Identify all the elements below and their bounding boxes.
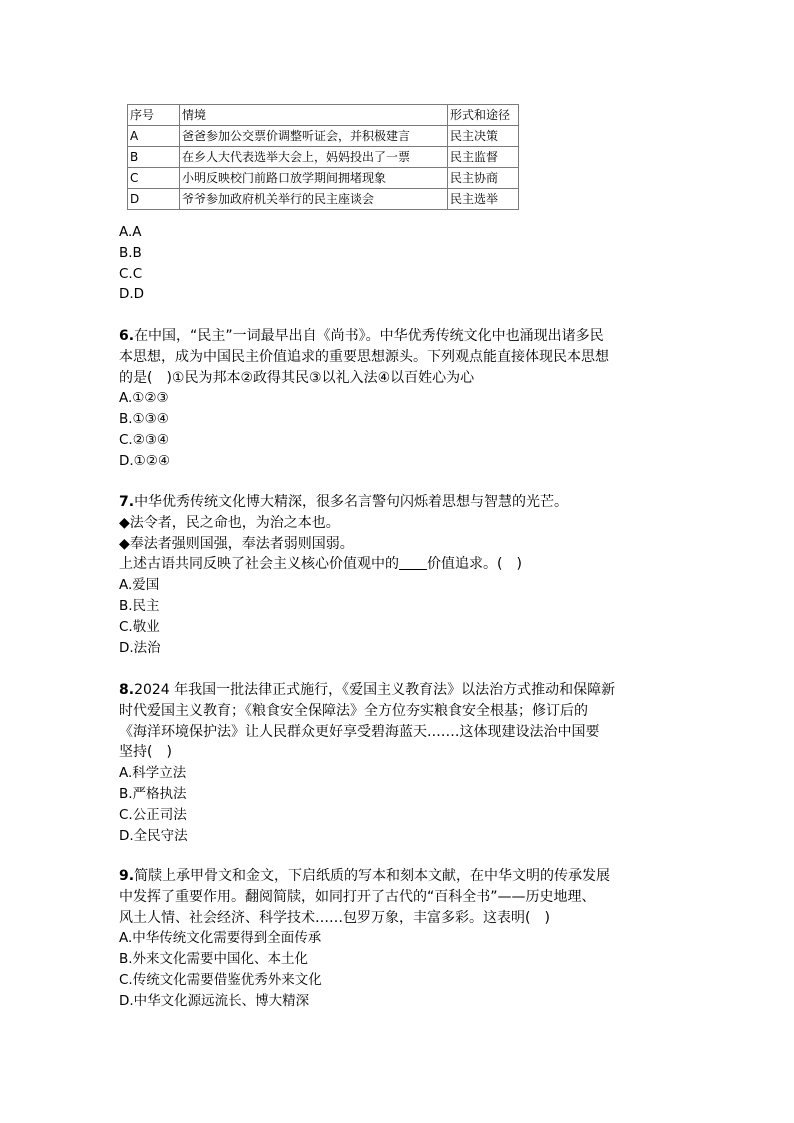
stem-text: 简牍上承甲骨文和金文，下启纸质的写本和刻本文献，在中华文明的传承发展 <box>134 868 611 884</box>
table-row <box>128 147 519 168</box>
option-c[interactable]: C.公正司法 <box>119 806 187 823</box>
option-b[interactable]: B.外来文化需要中国化、本土化 <box>119 951 309 968</box>
table-header-cell: 形式和途径 <box>448 105 519 126</box>
question-stem-line: 坚持( ) <box>119 744 172 761</box>
option-b[interactable]: B.严格执法 <box>119 785 187 802</box>
table-cell: D <box>128 189 180 210</box>
table-row <box>128 126 519 147</box>
question-stem-line <box>119 492 689 513</box>
option-d[interactable]: D.全民守法 <box>119 827 188 844</box>
table-cell: C <box>128 168 180 189</box>
table-cell: 民主协商 <box>448 168 519 189</box>
option-a[interactable]: A.中华传统文化需要得到全面传承 <box>119 930 322 947</box>
situation-table <box>127 104 519 210</box>
stem-text: 2024 年我国一批法律正式施行，《爱国主义教育法》以法治方式推动和保障新 <box>134 682 616 698</box>
option-d[interactable]: D.中华文化源远流长、博大精深 <box>119 992 310 1009</box>
quote-line: ◆法令者，民之命也，为治之本也。 <box>119 514 340 531</box>
stem-text: 上述古语共同反映了社会主义核心价值观中的 <box>119 556 399 573</box>
stem-text: 价值追求。( ) <box>427 556 522 573</box>
table-header-row <box>128 105 519 126</box>
question-stem-line <box>119 554 689 575</box>
question-stem-line: 本思想，成为中国民主价值追求的重要思想源头。下列观点能直接体现民本思想 <box>119 348 609 365</box>
question-6 <box>119 326 689 472</box>
option-c[interactable]: C.敬业 <box>119 618 160 635</box>
table-header-cell: 序号 <box>128 105 180 126</box>
option-a[interactable]: A.①②③ <box>119 390 169 407</box>
question-9 <box>119 866 719 1012</box>
question-stem-line: 时代爱国主义教育；《粮食安全保障法》全方位夯实粮食安全根基；修订后的 <box>119 702 588 719</box>
question-stem-line: 《海洋环境保护法》让人民群众更好享受碧海蓝天.……这体现建设法治中国要 <box>119 723 600 740</box>
table-cell: 在乡人大代表选举大会上，妈妈投出了一票 <box>180 147 448 168</box>
question-number: 9. <box>119 868 135 884</box>
option-c[interactable]: C.②③④ <box>119 431 170 448</box>
table-cell: 民主选举 <box>448 189 519 210</box>
option-c[interactable]: C.传统文化需要借鉴优秀外来文化 <box>119 971 322 988</box>
option-b[interactable]: B.B <box>119 244 142 261</box>
quote-line: ◆奉法者强则国强，奉法者弱则国弱。 <box>119 535 354 552</box>
option-b[interactable]: B.①③④ <box>119 411 169 428</box>
table-cell: B <box>128 147 180 168</box>
table-cell: A <box>128 126 180 147</box>
question-7 <box>119 492 689 658</box>
option-c[interactable]: C.C <box>119 265 143 282</box>
table-header-cell: 情境 <box>180 105 448 126</box>
table-cell: 爸爸参加公交票价调整听证会，并积极建言 <box>180 126 448 147</box>
question-stem-line: 中发挥了重要作用。翻阅简牍，如同打开了古代的“百科全书”——历史地理、 <box>119 888 596 905</box>
table-cell: 小明反映校门前路口放学期间拥堵现象 <box>180 168 448 189</box>
question-5-options <box>119 222 689 305</box>
option-d[interactable]: D.法治 <box>119 639 161 656</box>
question-8 <box>119 680 689 846</box>
option-a[interactable]: A.科学立法 <box>119 765 187 782</box>
question-stem-line <box>119 680 689 701</box>
question-stem-line <box>119 326 689 347</box>
option-b[interactable]: B.民主 <box>119 597 160 614</box>
option-d[interactable]: D.D <box>119 286 145 303</box>
table-cell: 民主监督 <box>448 147 519 168</box>
option-a[interactable]: A.A <box>119 224 142 240</box>
option-a[interactable]: A.爱国 <box>119 577 160 594</box>
option-d[interactable]: D.①②④ <box>119 452 170 469</box>
question-stem-line <box>119 866 719 887</box>
table-cell: 民主决策 <box>448 126 519 147</box>
question-stem-line: 的是( )①民为邦本②政得其民③以礼入法④以百姓心为心 <box>119 369 475 386</box>
question-number: 7. <box>119 494 135 510</box>
question-number: 8. <box>119 682 135 698</box>
table-cell: 爷爷参加政府机关举行的民主座谈会 <box>180 189 448 210</box>
stem-text: 中华优秀传统文化博大精深，很多名言警句闪烁着思想与智慧的光芒。 <box>134 494 569 510</box>
answer-blank <box>399 555 427 570</box>
question-stem-line: 风土人情、社会经济、科学技术……包罗万象，丰富多彩。这表明( ) <box>119 909 550 926</box>
table-row <box>128 168 519 189</box>
table-row <box>128 189 519 210</box>
question-number: 6. <box>119 328 135 344</box>
stem-text: 在中国，“民主”一词最早出自《尚书》。中华优秀传统文化中也涌现出诸多民 <box>134 328 604 344</box>
